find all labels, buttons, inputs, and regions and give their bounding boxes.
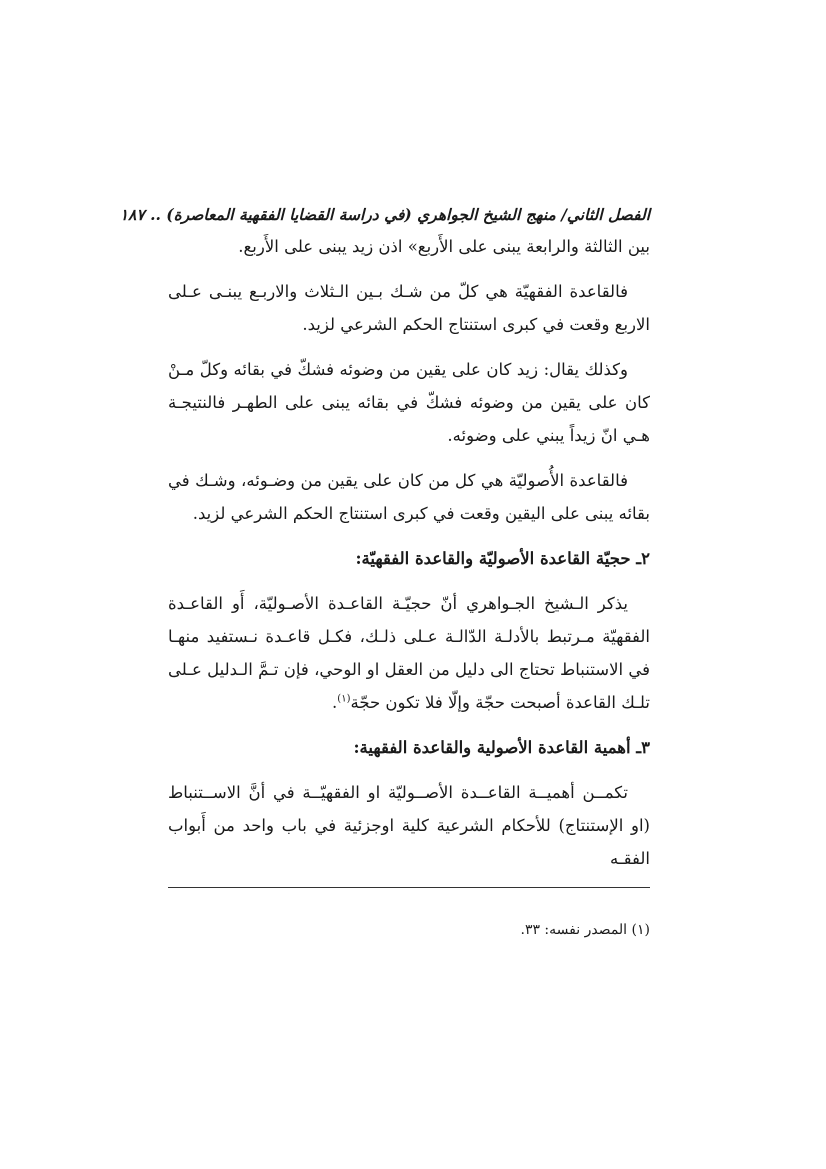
paragraph-2-text: فالقاعدة الفقهيّة هي كلّ من شـك بـين الـثلاث والاربـع يبنـى عـلى الاربع وقعت في كبرى استنتاج الحكم الشرعي لزيد. [168,282,650,334]
paragraph-2 [168,275,650,341]
running-header: الفصل الثاني/ منهج الشيخ الجواهري (في دراسة القضايا الفقهية المعاصرة) .. ١٨٧ [119,205,650,224]
paragraph-4 [168,464,650,530]
paragraph-5-end: . [332,693,338,712]
page-body [119,200,650,887]
section-heading-2: ٢ـ حجيّة القاعدة الأصوليّة والقاعدة الفقهيّة: [355,549,650,568]
footnote-1: (١) المصدر نفسه: ٣٣. [520,922,650,938]
paragraph-1: بين الثالثة والرابعة يبنى على الأَربع» اذن زيد يبنى على الأَربع. [238,237,650,256]
paragraph-6-text: تكمــن أهميــة القاعــدة الأصــوليّة او الفقهيّــة في أنَّ الاســتنباط (او الإستنتاج) للأحكام الشرعية كلية اوجزئية في باب واحد من أَبواب الفقـه [168,783,650,868]
paragraph-5-text: يذكر الـشيخ الجـواهري أنّ حجيّـة القاعـدة الأصـوليّة، أَو القاعـدة الفقهيّة مـرتبط بالأدلـة الدّالـة عـلى ذلـك، فكـل قاعـدة نـستفيد منهـا في الاستنباط تحتاج الى دليل من العقل او الوحي، فإن تـمَّ الـدليل عـلى تلـك القاعدة أصبحت حجّة وإلّا فلا تكون حجّة [168,594,650,712]
footnote-marker: (١) [337,693,351,705]
footnote-divider [168,887,650,888]
paragraph-3-text: وكذلك يقال: زيد كان على يقين من وضوئه فشكّ في بقائه وكلّ مـنْ كان على يقين من وضوئه فشكّ في بقائه يبنى على الطهـر فالنتيجـة هـي انّ زيداً يبني على وضوئه. [168,360,650,445]
paragraph-3 [168,353,650,452]
paragraph-4-text: فالقاعدة الأُصوليّة هي كل من كان على يقين من وضـوئه، وشـك في بقائه يبنى على اليقين وقعت في كبرى استنتاج الحكم الشرعي لزيد. [168,471,650,523]
paragraph-6 [168,776,650,875]
paragraph-5 [168,587,650,719]
section-heading-3: ٣ـ أهمية القاعدة الأصولية والقاعدة الفقهية: [353,738,650,757]
